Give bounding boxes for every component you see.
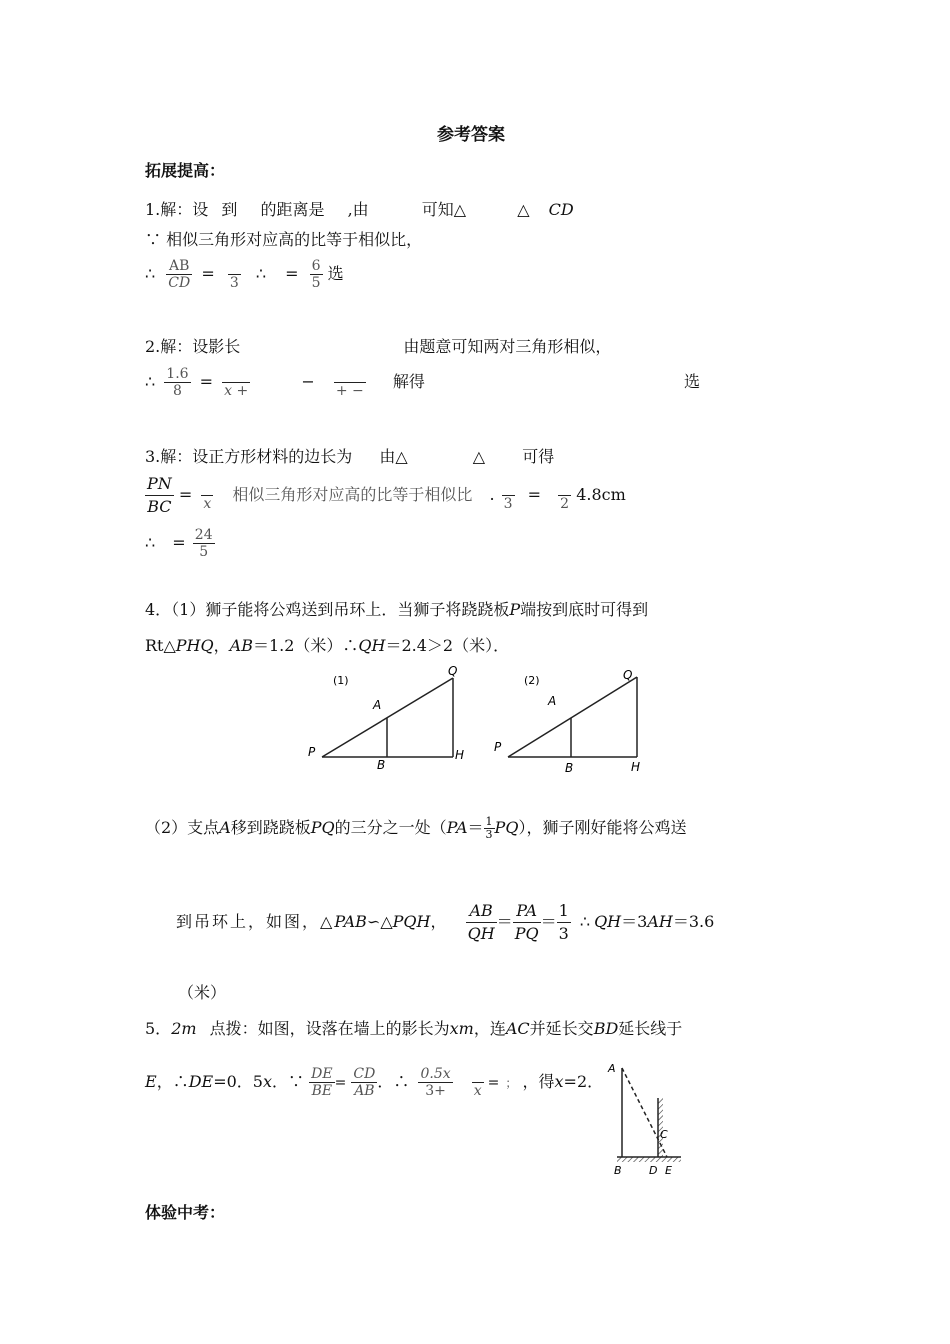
text: 由题意可知两对三角形相似，	[403, 337, 612, 356]
text: 选	[327, 264, 344, 283]
numerator: DE	[311, 1066, 333, 1082]
variable: 2m	[171, 1019, 197, 1038]
numerator: AB	[466, 900, 497, 923]
dot: .	[489, 485, 495, 504]
denominator: BE	[311, 1083, 333, 1099]
fraction	[418, 1066, 452, 1099]
variable: PAB	[334, 912, 367, 931]
text: 延长线于	[618, 1019, 683, 1038]
denominator: CD	[168, 275, 191, 291]
therefore-symbol: ∴	[145, 533, 156, 552]
numerator: CD	[353, 1066, 376, 1082]
result: 4.8cm	[576, 485, 626, 504]
fraction	[513, 900, 541, 945]
denominator: + −	[335, 383, 364, 399]
text: 点拨：如图，设落在墙上的影长为	[209, 1019, 450, 1038]
numerator: PA	[513, 900, 541, 923]
denominator: 3	[558, 924, 569, 943]
numerator: 1.6	[166, 366, 189, 382]
section-heading-exam: 体验中考：	[145, 1203, 226, 1222]
variable: DE	[188, 1072, 214, 1091]
label-E: E	[665, 1164, 672, 1177]
equals: =	[199, 372, 214, 391]
text: ．∴	[377, 1072, 410, 1091]
variable: PHQ	[175, 636, 214, 655]
answer-4-part-2	[145, 815, 686, 841]
text: =2．	[563, 1072, 604, 1091]
answer-4-line-2	[145, 633, 509, 656]
text: ，∴	[156, 1072, 189, 1091]
equals: =	[178, 485, 193, 504]
numerator: 0.5x	[420, 1066, 451, 1082]
fraction-one-third	[484, 816, 495, 841]
segment-PQ	[508, 677, 637, 757]
label-H: H	[455, 748, 465, 762]
answer-1-equation	[145, 258, 344, 291]
text: 移到跷跷板	[230, 818, 311, 837]
label-C: C	[660, 1128, 668, 1141]
text: 解得	[392, 372, 425, 391]
fraction	[193, 527, 215, 560]
variable: P	[509, 600, 521, 619]
numerator: 24	[194, 527, 213, 543]
text: △	[472, 447, 486, 466]
label-Q: Q	[623, 668, 633, 682]
figure-1	[322, 678, 453, 757]
fraction	[228, 258, 241, 291]
numerator	[228, 258, 241, 275]
minus: −	[301, 372, 315, 391]
fraction	[557, 900, 571, 945]
label-B: B	[377, 758, 386, 772]
variable: AH	[647, 912, 673, 931]
numerator: 1	[485, 815, 493, 828]
text: 可得	[522, 447, 555, 466]
text: ，	[213, 636, 230, 655]
equals: =	[527, 485, 542, 504]
text: =0．5	[213, 1072, 263, 1091]
numerator: PN	[145, 473, 174, 496]
variable: AC	[505, 1019, 530, 1038]
fig2-label: (2)	[524, 674, 540, 687]
variable: x	[263, 1072, 273, 1091]
fraction	[558, 479, 571, 512]
denominator: x +	[224, 383, 249, 399]
numerator: AB	[166, 258, 192, 275]
text: 并延长交	[529, 1019, 594, 1038]
answer-4-unit: （米）	[178, 983, 227, 1002]
denominator: AB	[354, 1083, 375, 1099]
text: 3.解：设正方形材料的边长为	[145, 447, 353, 466]
page-title: 参考答案	[437, 125, 505, 145]
text: 端按到底时可得到	[520, 600, 649, 619]
numerator	[334, 366, 366, 383]
denominator: 5	[199, 544, 209, 560]
variable: x	[554, 1072, 564, 1091]
fraction	[310, 258, 323, 291]
section-heading-extension: 拓展提高：	[145, 161, 226, 180]
variable: BD	[593, 1019, 619, 1038]
text: 到	[221, 200, 238, 219]
wall-shadow-figure	[605, 1060, 695, 1180]
text: 5．	[145, 1019, 172, 1038]
denominator: 5	[311, 275, 321, 291]
therefore-symbol: ∴	[145, 264, 156, 283]
text: 2.解：设影长	[145, 337, 241, 356]
answer-5-line-2	[145, 1066, 603, 1099]
answer-1-line-1	[145, 197, 574, 220]
text: 可知△	[421, 200, 467, 219]
text: 相似三角形对应高的比等于相似比	[232, 485, 473, 504]
therefore-symbol: ∴	[145, 372, 156, 391]
equals: ＝	[540, 912, 557, 931]
answer-2-equation	[145, 366, 700, 399]
variable: PA	[446, 818, 468, 837]
text: ,由	[347, 200, 369, 219]
label-P: P	[308, 745, 316, 759]
text: ∽△	[366, 912, 393, 931]
numerator	[502, 479, 515, 496]
text: ，	[430, 912, 447, 931]
seesaw-figures	[300, 665, 660, 775]
fraction	[166, 258, 192, 291]
text: （2）支点	[145, 818, 220, 837]
variable: AB	[229, 636, 253, 655]
label-H: H	[631, 760, 641, 774]
answer-4-line-3	[176, 900, 714, 945]
text: 选	[683, 372, 700, 391]
denominator: PQ	[514, 924, 539, 943]
text: 4．（1）狮子能将公鸡送到吊环上．当狮子将跷跷板	[145, 600, 510, 619]
label-Q: Q	[448, 665, 458, 678]
text: 的三分之一处（	[334, 818, 447, 837]
denominator: 8	[172, 383, 182, 399]
answer-3-result	[145, 527, 215, 560]
equals: =	[172, 533, 186, 552]
text: ＝3	[621, 912, 648, 931]
numerator	[558, 479, 571, 496]
fraction	[164, 366, 190, 399]
fraction	[201, 479, 213, 512]
label-B: B	[614, 1164, 622, 1177]
fraction	[309, 1066, 334, 1099]
denominator: 2	[560, 496, 570, 512]
answer-2-line-1	[145, 334, 611, 357]
equals: =	[334, 1075, 347, 1091]
variable: PQ	[494, 818, 519, 837]
text: ，连	[473, 1019, 506, 1038]
answer-3-line-1	[145, 444, 554, 467]
fraction	[466, 900, 497, 945]
text: 的距离是	[260, 200, 325, 219]
variable: E	[145, 1072, 157, 1091]
fraction	[351, 1066, 377, 1099]
variable: QH	[594, 912, 622, 931]
answer-3-equation	[145, 473, 626, 518]
text: ＝3.6	[672, 912, 715, 931]
fraction	[502, 479, 515, 512]
figure-2	[508, 677, 637, 757]
numerator: 6	[311, 258, 321, 274]
variable: PQH	[392, 912, 431, 931]
fraction	[222, 366, 250, 399]
text: ．∵	[272, 1072, 305, 1091]
fraction	[472, 1066, 484, 1099]
text: 1.解：设	[145, 200, 209, 219]
equals: =	[487, 1075, 500, 1091]
therefore-symbol: ∴	[579, 912, 591, 931]
text: ＝1.2（米）∴	[252, 636, 359, 655]
numerator: 1	[557, 900, 571, 923]
text: CD	[548, 200, 574, 219]
label-A: A	[548, 694, 557, 708]
denominator: 3	[503, 496, 513, 512]
fraction	[334, 366, 366, 399]
label-B: B	[565, 761, 574, 775]
numerator	[201, 479, 213, 496]
denominator: x	[203, 496, 212, 512]
label-D: D	[649, 1164, 658, 1177]
equals: ＝	[496, 912, 513, 931]
variable: xm	[449, 1019, 474, 1038]
denominator: 3	[229, 275, 239, 291]
denominator: 3+	[425, 1083, 446, 1099]
equals: =	[285, 264, 299, 283]
text: ＝	[467, 818, 484, 837]
numerator	[222, 366, 250, 383]
text: ；	[505, 1076, 518, 1090]
label-P: P	[494, 740, 502, 754]
variable: A	[219, 818, 231, 837]
text: ＝2.4＞2（米）．	[385, 636, 510, 655]
text: △	[517, 200, 530, 219]
denominator: x	[473, 1083, 482, 1099]
answer-4-line-1	[145, 597, 648, 620]
fig1-label: (1)	[333, 674, 349, 687]
answer-1-line-2: ∵ 相似三角形对应高的比等于相似比，	[145, 230, 423, 249]
denominator: QH	[467, 924, 495, 943]
equals: =	[201, 264, 215, 283]
variable: PQ	[310, 818, 335, 837]
answer-5-line-1	[145, 1016, 682, 1039]
fraction	[145, 473, 174, 518]
therefore-symbol: ∴	[255, 264, 267, 283]
text: ），狮子刚好能将公鸡送	[518, 818, 687, 837]
label-A: A	[373, 698, 382, 712]
label-A: A	[608, 1062, 616, 1075]
text: ，得	[522, 1072, 555, 1091]
text: Rt△	[145, 636, 176, 655]
variable: QH	[358, 636, 386, 655]
denominator: 3	[485, 828, 493, 841]
text: 由△	[379, 447, 408, 466]
text: 到吊环上，如图，△	[176, 912, 335, 931]
numerator	[472, 1066, 484, 1083]
denominator: BC	[147, 497, 172, 516]
